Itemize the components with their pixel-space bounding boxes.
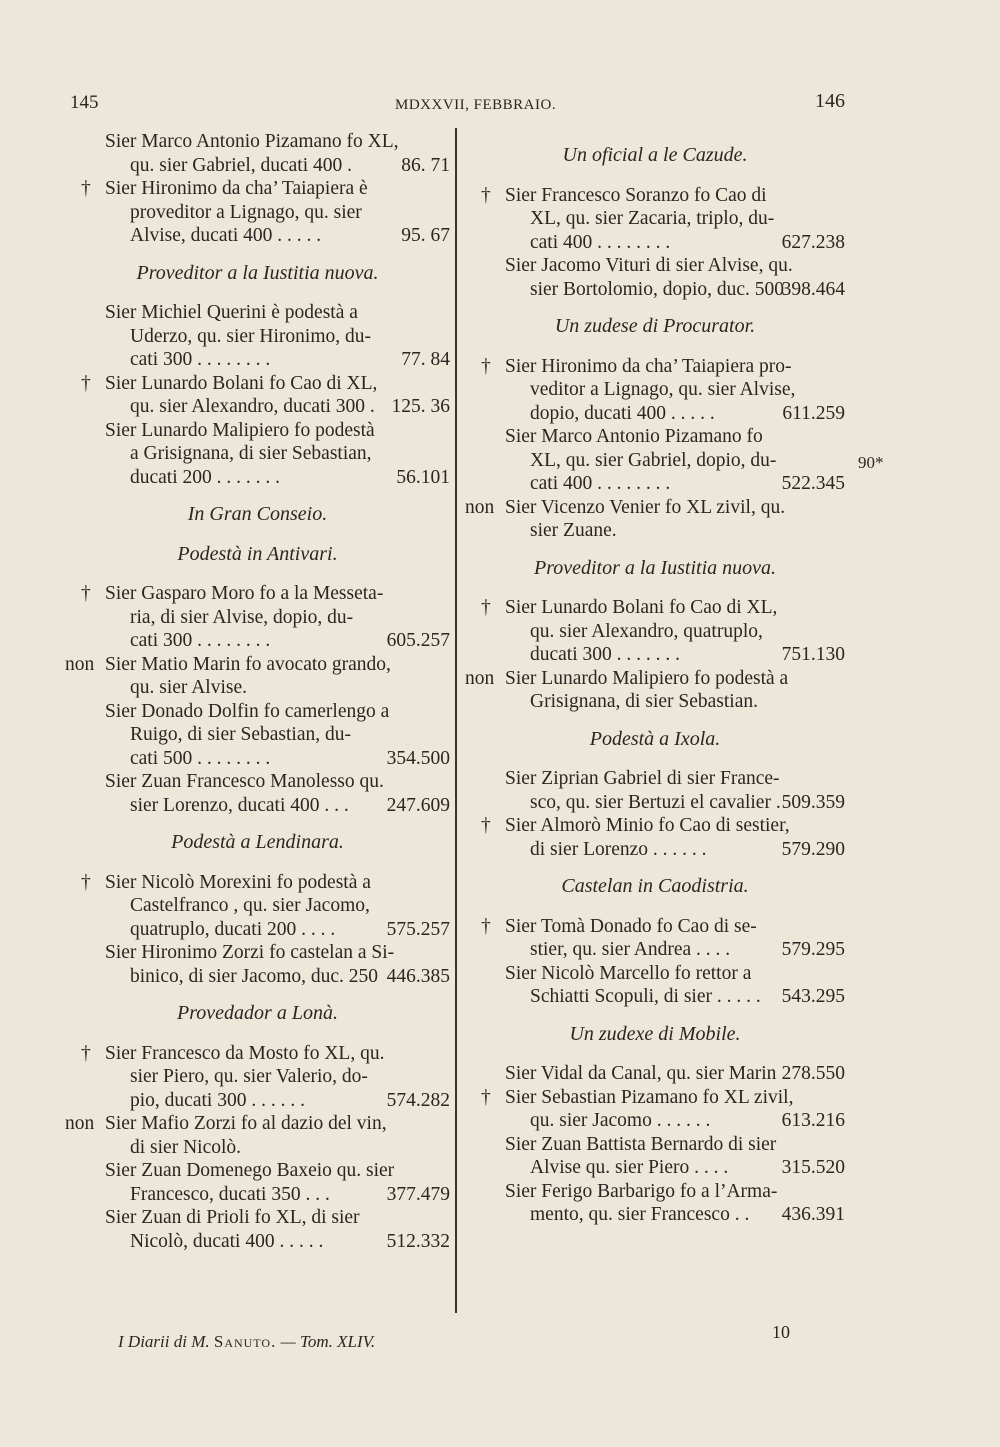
vote-count: 611.259 [782, 402, 845, 424]
vote-count: 605.257 [386, 630, 450, 651]
entry-line [465, 425, 845, 449]
election-entry [465, 596, 845, 667]
election-entry [465, 496, 845, 543]
entry-line [465, 962, 845, 986]
vote-count: 95. 67 [401, 225, 450, 246]
entry-text: Sier Hironimo Zorzi fo castelan a Si- [105, 942, 395, 963]
election-entry [465, 355, 845, 426]
election-entry [65, 177, 450, 248]
entry-text: Sier Tomà Donado fo Cao di se- [505, 915, 757, 937]
entry-text: stier, qu. sier Andrea . . . . [530, 939, 731, 960]
entry-text: Sier Michiel Querini è podestà a [105, 302, 358, 323]
entry-line [65, 676, 450, 700]
entry-line [465, 1086, 845, 1110]
entry-line [65, 1112, 450, 1136]
non-mark: non [65, 1113, 95, 1134]
entry-text: Sier Ferigo Barbarigo fo a l’Arma- [505, 1180, 778, 1202]
entry-line [465, 207, 845, 231]
non-mark: non [65, 653, 95, 675]
entry-line [65, 177, 450, 201]
entry-line [65, 965, 450, 989]
entry-line [65, 700, 450, 724]
election-entry [465, 767, 845, 814]
elected-dagger-mark: † [81, 372, 91, 394]
entry-text: di sier Nicolò. [130, 1136, 242, 1158]
entry-text: qu. sier Jacomo . . . . . . [530, 1110, 711, 1131]
entry-line [465, 1133, 845, 1157]
entry-line [65, 325, 450, 349]
entry-text: Sier Francesco da Mosto fo XL, qu. [105, 1042, 385, 1064]
section-heading: Podestà a Ixola. [589, 727, 721, 750]
entry-text: XL, qu. sier Gabriel, dopio, du- [530, 449, 777, 471]
entry-line [465, 767, 845, 791]
footer [118, 1332, 375, 1352]
vote-count: 574.282 [386, 1089, 450, 1111]
vote-count: 522.345 [781, 473, 845, 494]
elected-dagger-mark: † [481, 184, 491, 206]
elected-dagger-mark: † [481, 1086, 491, 1108]
elected-dagger-mark: † [81, 583, 91, 604]
footer-prefix: I Diarii di M. [118, 1332, 210, 1351]
entry-line [465, 378, 845, 402]
entry-text: pio, ducati 300 . . . . . . [130, 1089, 305, 1111]
vote-count: 77. 84 [401, 349, 450, 370]
entry-text: cati 400 . . . . . . . . [530, 231, 671, 253]
entry-text: Sier Almorò Minio fo Cao di sestier, [505, 815, 790, 836]
entry-text: Sier Marco Antonio Pizamano fo [505, 426, 763, 447]
election-entry [465, 254, 845, 301]
entry-line [65, 372, 450, 396]
election-entry [65, 1112, 450, 1159]
entry-line [465, 1109, 845, 1133]
vote-count: 579.290 [781, 838, 845, 860]
entry-text: quatruplo, ducati 200 . . . . [130, 918, 336, 940]
entry-text: qu. sier Alvise. [130, 677, 247, 698]
entry-text: qu. sier Alexandro, quatruplo, [530, 620, 763, 642]
entry-text: cati 500 . . . . . . . . [130, 747, 271, 769]
page-number-left: 145 [70, 92, 99, 113]
entry-text: Sier Marco Antonio Pizamano fo XL, [105, 131, 399, 152]
entry-text: XL, qu. sier Zacaria, triplo, du- [530, 208, 775, 229]
entry-text: Grisignana, di sier Sebastian. [530, 691, 758, 712]
entry-text: Sier Matio Marin fo avocato grando, [105, 653, 391, 675]
entry-line [65, 1042, 450, 1066]
vote-count: 446.385 [386, 965, 450, 987]
entry-line [65, 894, 450, 918]
entry-line [65, 941, 450, 965]
entry-text: mento, qu. sier Francesco . . [530, 1204, 750, 1225]
entry-text: sier Lorenzo, ducati 400 . . . [130, 794, 349, 816]
vote-count: 315.520 [781, 1157, 845, 1178]
vote-count: 575.257 [386, 918, 450, 940]
election-entry [465, 1180, 845, 1227]
entry-line [465, 278, 845, 302]
vote-count: 509.359 [781, 791, 845, 813]
vote-count: 125. 36 [391, 396, 450, 417]
entry-line [65, 918, 450, 942]
entry-line [65, 348, 450, 372]
entry-text: Sier Mafio Zorzi fo al dazio del vin, [105, 1113, 387, 1134]
vote-count: 579.295 [781, 939, 845, 960]
entry-line [65, 466, 450, 490]
entry-text: Uderzo, qu. sier Hironimo, du- [130, 325, 371, 347]
entry-line [465, 620, 845, 644]
entry-text: Sier Lunardo Bolani fo Cao di XL, [105, 372, 378, 394]
entry-line [465, 667, 845, 691]
entry-line [465, 643, 845, 667]
vote-count: 247.609 [386, 794, 450, 816]
entry-text: Schiatti Scopuli, di sier . . . . . [530, 986, 761, 1007]
entry-text: Sier Zuan Battista Bernardo di sier [505, 1133, 777, 1155]
entry-line [465, 791, 845, 815]
entry-line [465, 496, 845, 520]
entry-text: Sier Zuan Francesco Manolesso qu. [105, 771, 384, 792]
entry-text: qu. sier Alexandro, ducati 300 . [130, 396, 375, 417]
election-entry [65, 582, 450, 653]
entry-text: Sier Hironimo da cha’ Taiapiera pro- [505, 355, 792, 377]
entry-line [465, 254, 845, 278]
entry-text: Sier Hironimo da cha’ Taiapiera è [105, 178, 368, 199]
entry-line [465, 915, 845, 939]
entry-line [65, 582, 450, 606]
entry-text: Sier Vidal da Canal, qu. sier Marin [505, 1063, 777, 1084]
entry-line [65, 1206, 450, 1230]
entry-line [65, 629, 450, 653]
election-entry [65, 130, 450, 177]
election-entry [465, 962, 845, 1009]
vote-count: 751.130 [781, 644, 845, 665]
entry-line [465, 1180, 845, 1204]
entry-text: ria, di sier Alvise, dopio, du- [130, 606, 354, 628]
election-entry [465, 1086, 845, 1133]
entry-text: a Grisignana, di sier Sebastian, [130, 443, 372, 464]
elected-dagger-mark: † [81, 178, 91, 199]
entry-line [65, 395, 450, 419]
vote-count: 398.464 [781, 278, 845, 300]
section-heading: Un zudese di Procurator. [554, 315, 756, 337]
margin-note: 90* [858, 453, 884, 472]
vote-count: 354.500 [386, 747, 450, 769]
entry-text: Sier Jacomo Vituri di sier Alvise, qu. [505, 255, 793, 276]
entry-line [65, 871, 450, 895]
entry-line [465, 1203, 845, 1227]
election-entry [465, 1062, 845, 1086]
election-entry [465, 425, 845, 496]
left-column [65, 130, 450, 1253]
vote-count: 436.391 [781, 1204, 845, 1225]
footer-author: Sanuto. [213, 1332, 277, 1351]
entry-text: cati 300 . . . . . . . . [130, 630, 271, 651]
elected-dagger-mark: † [481, 915, 491, 937]
entry-line [465, 355, 845, 379]
entry-line [65, 747, 450, 771]
entry-line [465, 472, 845, 496]
section-heading: Un oficial a le Cazude. [562, 144, 748, 166]
entry-text: Alvise qu. sier Piero . . . . [530, 1157, 729, 1178]
elected-dagger-mark: † [81, 1042, 91, 1064]
section-heading: Proveditor a la Iustitia nuova. [136, 261, 379, 284]
entry-line [465, 596, 845, 620]
entry-text: binico, di sier Jacomo, duc. 250 [130, 965, 379, 987]
vote-count: 543.295 [781, 986, 845, 1007]
page-number-right: 146 [815, 90, 845, 112]
entry-line [65, 1136, 450, 1160]
entry-text: Ruigo, di sier Sebastian, du- [130, 724, 351, 745]
section-heading: Podestà a Lendinara. [171, 831, 344, 853]
entry-line [65, 301, 450, 325]
election-entry [65, 1042, 450, 1113]
entry-text: Sier Lunardo Malipiero fo podestà [105, 419, 375, 441]
entry-line [465, 1062, 845, 1086]
vote-count: 278.550 [781, 1063, 845, 1084]
entry-line [65, 154, 450, 178]
election-entry [65, 1159, 450, 1206]
section-heading: Castelan in Caodistria. [561, 875, 749, 897]
entry-text: Nicolò, ducati 400 . . . . . [130, 1230, 324, 1252]
entry-text: sier Piero, qu. sier Valerio, do- [130, 1066, 368, 1087]
entry-line [465, 814, 845, 838]
elected-dagger-mark: † [481, 355, 491, 377]
entry-line [65, 419, 450, 443]
section-heading: In Gran Conseio. [187, 503, 328, 525]
entry-text: Sier Francesco Soranzo fo Cao di [505, 184, 767, 206]
entry-line [465, 838, 845, 862]
entry-text: qu. sier Gabriel, ducati 400 . [130, 154, 353, 176]
entry-line [465, 519, 845, 543]
elected-dagger-mark: † [481, 815, 491, 836]
election-entry [465, 814, 845, 861]
section-heading: Proveditor a la Iustitia nuova. [533, 556, 776, 579]
election-entry [65, 941, 450, 988]
non-mark: non [465, 496, 495, 518]
entry-text: Sier Vicenzo Venier fo XL zivil, qu. [505, 496, 786, 518]
entry-text: Sier Nicolò Morexini fo podestà a [105, 871, 371, 893]
entry-text: Sier Zuan di Prioli fo XL, di sier [105, 1207, 360, 1228]
entry-text: sier Zuane. [530, 520, 617, 541]
election-entry [65, 653, 450, 700]
vote-count: 512.332 [386, 1230, 450, 1252]
entry-text: sco, qu. sier Bertuzi el cavalier . [530, 791, 781, 813]
entry-text: Sier Donado Dolfin fo camerlengo a [105, 700, 390, 722]
entry-text: Sier Sebastian Pizamano fo XL zivil, [505, 1086, 794, 1108]
election-entry [65, 700, 450, 771]
non-mark: non [465, 667, 495, 689]
entry-text: Sier Lunardo Malipiero fo podestà a [505, 667, 789, 689]
entry-text: ducati 300 . . . . . . . [530, 644, 681, 665]
entry-line [65, 130, 450, 154]
entry-text: Sier Zuan Domenego Baxeio qu. sier [105, 1160, 395, 1181]
election-entry [65, 871, 450, 942]
entry-text: sier Bortolomio, dopio, duc. 500 [530, 278, 785, 300]
elected-dagger-mark: † [481, 597, 491, 618]
election-entry [65, 372, 450, 419]
election-entry [465, 1133, 845, 1180]
entry-text: di sier Lorenzo . . . . . . [530, 838, 707, 860]
section-heading: Podestà in Antivari. [177, 542, 338, 565]
entry-line [65, 770, 450, 794]
vote-count: 613.216 [781, 1110, 845, 1131]
entry-text: dopio, ducati 400 . . . . . [530, 402, 715, 424]
entry-text: cati 400 . . . . . . . . [530, 473, 671, 494]
entry-line [65, 1065, 450, 1089]
elected-dagger-mark: † [81, 871, 91, 893]
entry-line [65, 1159, 450, 1183]
entry-text: proveditor a Lignago, qu. sier [130, 201, 362, 223]
entry-line [65, 606, 450, 630]
entry-text: Sier Gasparo Moro fo a la Messeta- [105, 583, 384, 604]
entry-line [465, 184, 845, 208]
entry-line [465, 231, 845, 255]
entry-line [465, 402, 845, 426]
election-entry [65, 1206, 450, 1253]
entry-line [465, 938, 845, 962]
election-entry [465, 667, 845, 714]
election-entry [65, 419, 450, 490]
entry-line [465, 690, 845, 714]
election-entry [465, 915, 845, 962]
entry-line [65, 1089, 450, 1113]
vote-count: 86. 71 [401, 154, 450, 176]
entry-line [465, 449, 845, 473]
election-entry [65, 301, 450, 372]
vote-count: 627.238 [781, 231, 845, 253]
entry-text: ducati 200 . . . . . . . [130, 466, 281, 488]
section-heading: Un zudexe di Mobile. [569, 1022, 741, 1045]
entry-text: Sier Lunardo Bolani fo Cao di XL, [505, 597, 778, 618]
signature-mark: 10 [772, 1322, 790, 1342]
entry-text: Sier Nicolò Marcello fo rettor a [505, 962, 752, 984]
entry-text: veditor a Lignago, qu. sier Alvise, [530, 379, 796, 400]
entry-line [65, 653, 450, 677]
column-divider [455, 128, 457, 1313]
running-head: MDXXVII, FEBBRAIO. [395, 97, 557, 113]
vote-count: 377.479 [386, 1183, 450, 1205]
entry-line [65, 794, 450, 818]
entry-line [65, 201, 450, 225]
entry-line [465, 985, 845, 1009]
entry-text: Alvise, ducati 400 . . . . . [130, 225, 322, 246]
election-entry [65, 770, 450, 817]
election-entry [465, 184, 845, 255]
entry-text: Francesco, ducati 350 . . . [130, 1183, 330, 1205]
entry-line [65, 723, 450, 747]
entry-text: cati 300 . . . . . . . . [130, 349, 271, 370]
section-heading: Provedador a Lonà. [177, 1002, 338, 1024]
right-column [465, 130, 845, 1227]
vote-count: 56.101 [396, 466, 450, 488]
entry-line [65, 442, 450, 466]
entry-line [465, 1156, 845, 1180]
entry-text: Castelfranco , qu. sier Jacomo, [130, 895, 370, 916]
entry-line [65, 1230, 450, 1254]
entry-line [65, 1183, 450, 1207]
footer-suffix: — Tom. XLIV. [280, 1332, 376, 1351]
entry-text: Sier Ziprian Gabriel di sier France- [505, 768, 780, 789]
entry-line [65, 224, 450, 248]
